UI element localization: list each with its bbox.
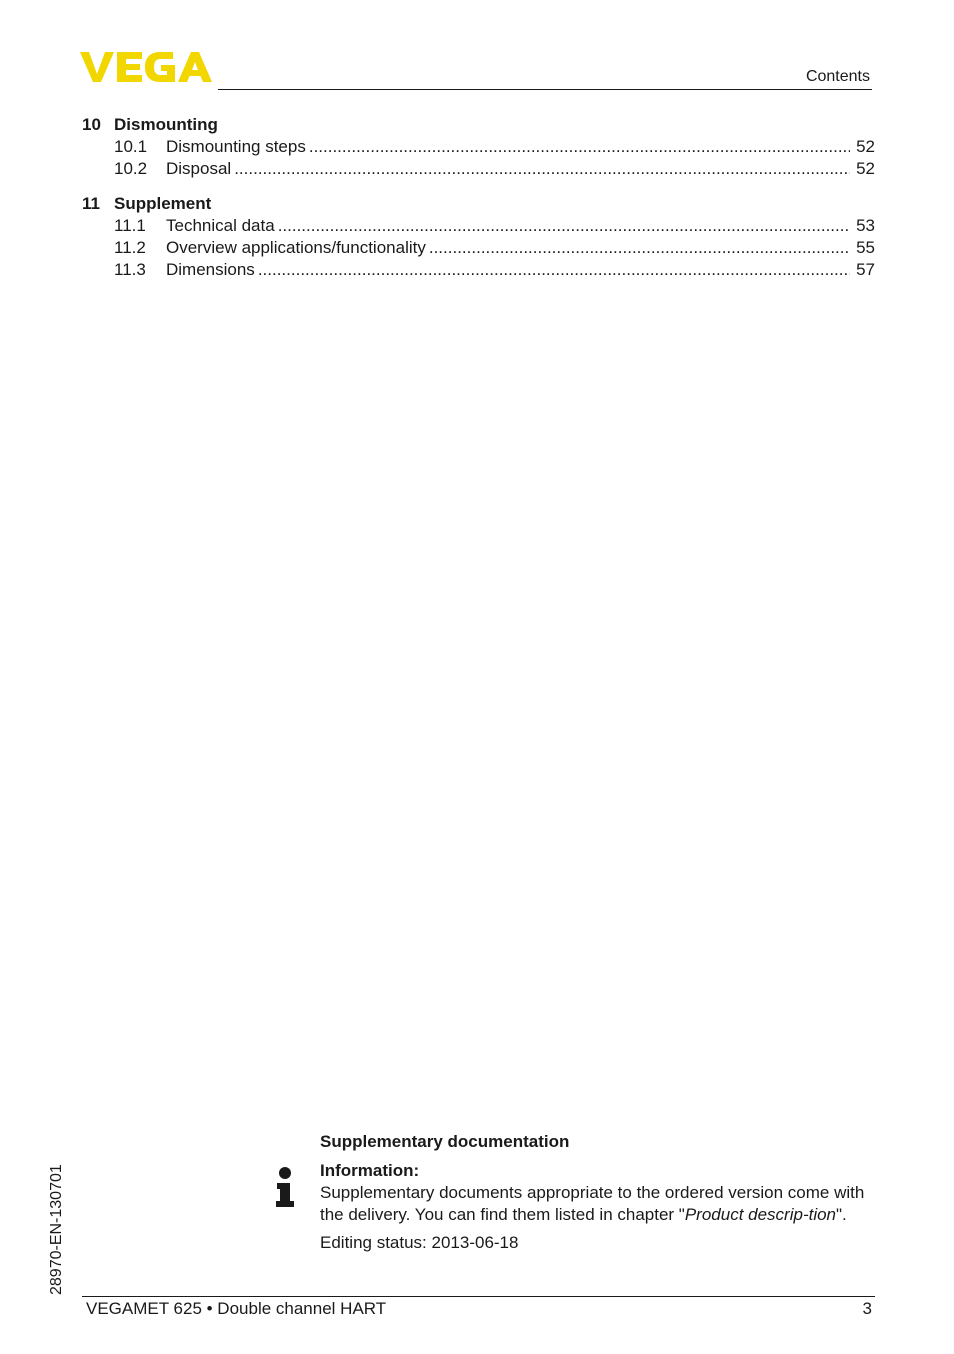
dot-leader [258,259,850,281]
toc-entry[interactable] [82,136,875,158]
entry-page: 53 [856,216,875,235]
entry-number: 11.2 [114,238,146,257]
toc-section-heading[interactable] [82,193,875,215]
table-of-contents [82,114,875,281]
dot-leader [309,136,850,158]
footer-product: VEGAMET 625 • Double channel HART [86,1299,387,1318]
supplementary-documentation [320,1131,880,1254]
supplementary-title: Supplementary documentation [320,1132,570,1151]
toc-entry[interactable] [82,158,875,180]
footer-divider [82,1296,875,1297]
information-text: Supplementary documents appropriate to the ordered version come with the delivery. You can find them listed in chapter " [320,1183,865,1224]
header-title: Contents [805,68,870,85]
entry-title: Overview applications/functionality [166,238,426,257]
entry-page: 55 [856,238,875,257]
entry-number: 11.3 [114,260,146,279]
section-title: Dismounting [114,115,218,134]
information-text-end: ". [836,1205,847,1224]
dot-leader [278,215,850,237]
entry-page: 52 [856,159,875,178]
editing-status: Editing status: 2013-06-18 [320,1233,519,1252]
entry-page: 57 [856,260,875,279]
toc-section-heading[interactable] [82,114,875,136]
entry-number: 10.1 [114,137,148,156]
toc-entry[interactable] [82,259,875,281]
entry-title: Dismounting steps [166,137,306,156]
header-divider [218,89,872,90]
entry-title: Disposal [166,159,232,178]
page-number: 3 [862,1299,872,1318]
toc-entry[interactable] [82,237,875,259]
chapter-reference: Product descrip-tion [684,1205,837,1224]
entry-title: Dimensions [166,260,255,279]
entry-title: Technical data [166,216,275,235]
section-number: 11 [82,194,100,213]
entry-number: 11.1 [114,216,146,235]
document-code: 28970-EN-130701 [48,1164,65,1295]
information-label: Information: [320,1161,420,1180]
entry-page: 52 [856,137,875,156]
information-body [320,1182,880,1226]
entry-number: 10.2 [114,159,148,178]
section-number: 10 [82,115,101,134]
toc-entry[interactable] [82,215,875,237]
section-title: Supplement [114,194,212,213]
dot-leader [429,237,850,259]
vega-logo [80,50,212,84]
dot-leader [234,158,850,180]
information-icon [274,1166,296,1208]
